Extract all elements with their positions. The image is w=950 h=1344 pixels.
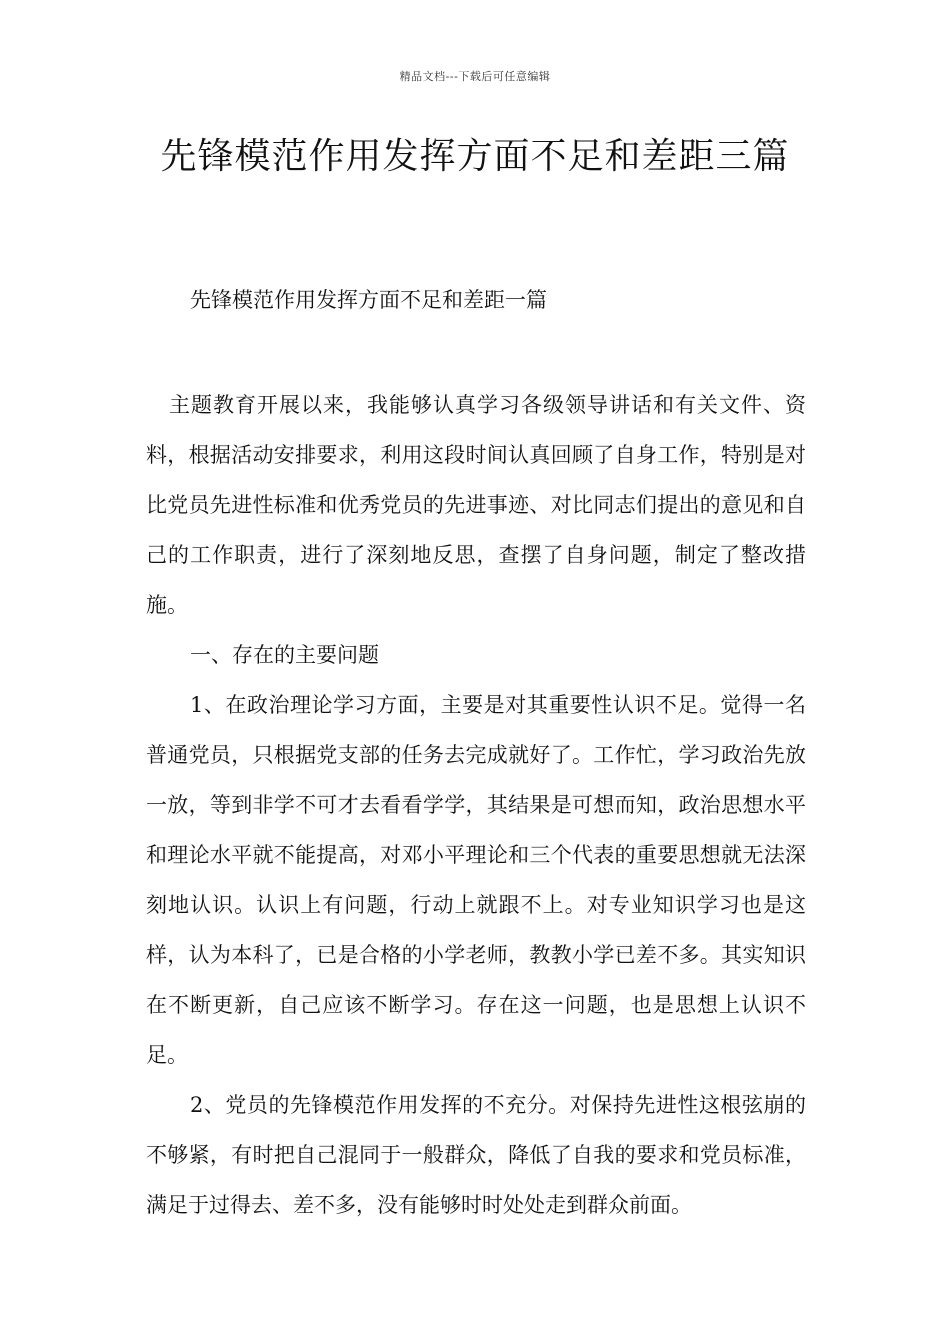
paragraph-vanguard-role: 2、党员的先锋模范作用发挥的不充分。对保持先进性这根弦崩的不够紧，有时把自己混同于一般群众，降低了自我的要求和党员标准，满足于过得去、差不多，没有能够时时处处走到群众前面。 [146, 1093, 806, 1217]
paragraph-intro: 主题教育开展以来，我能够认真学习各级领导讲话和有关文件、资料，根据活动安排要求，利用这段时间认真回顾了自身工作，特别是对比党员先进性标准和优秀党员的先进事迹、对比同志们提出的意见和自己的工作职责，进行了深刻地反思，查摆了自身问题，制定了整改措施。 [146, 393, 806, 617]
document-body [146, 380, 806, 1230]
section-subtitle: 先锋模范作用发挥方面不足和差距一篇 [190, 288, 547, 312]
section-heading-main-problems: 一、存在的主要问题 [190, 643, 379, 667]
paragraph-theory-study: 1、在政治理论学习方面，主要是对其重要性认识不足。觉得一名普通党员，只根据党支部的任务去完成就好了。工作忙，学习政治先放一放，等到非学不可才去看看学学，其结果是可想而知，政治思想水平和理论水平就不能提高，对邓小平理论和三个代表的重要思想就无法深刻地认识。认识上有问题，行动上就跟不上。对专业知识学习也是这样，认为本科了，已是合格的小学老师，教教小学已差不多。其实知识在不断更新，自己应该不断学习。存在这一问题，也是思想上认识不足。 [146, 693, 806, 1067]
document-title: 先锋模范作用发挥方面不足和差距三篇 [160, 136, 790, 177]
header-note: 精品文档---下载后可任意编辑 [399, 70, 551, 83]
